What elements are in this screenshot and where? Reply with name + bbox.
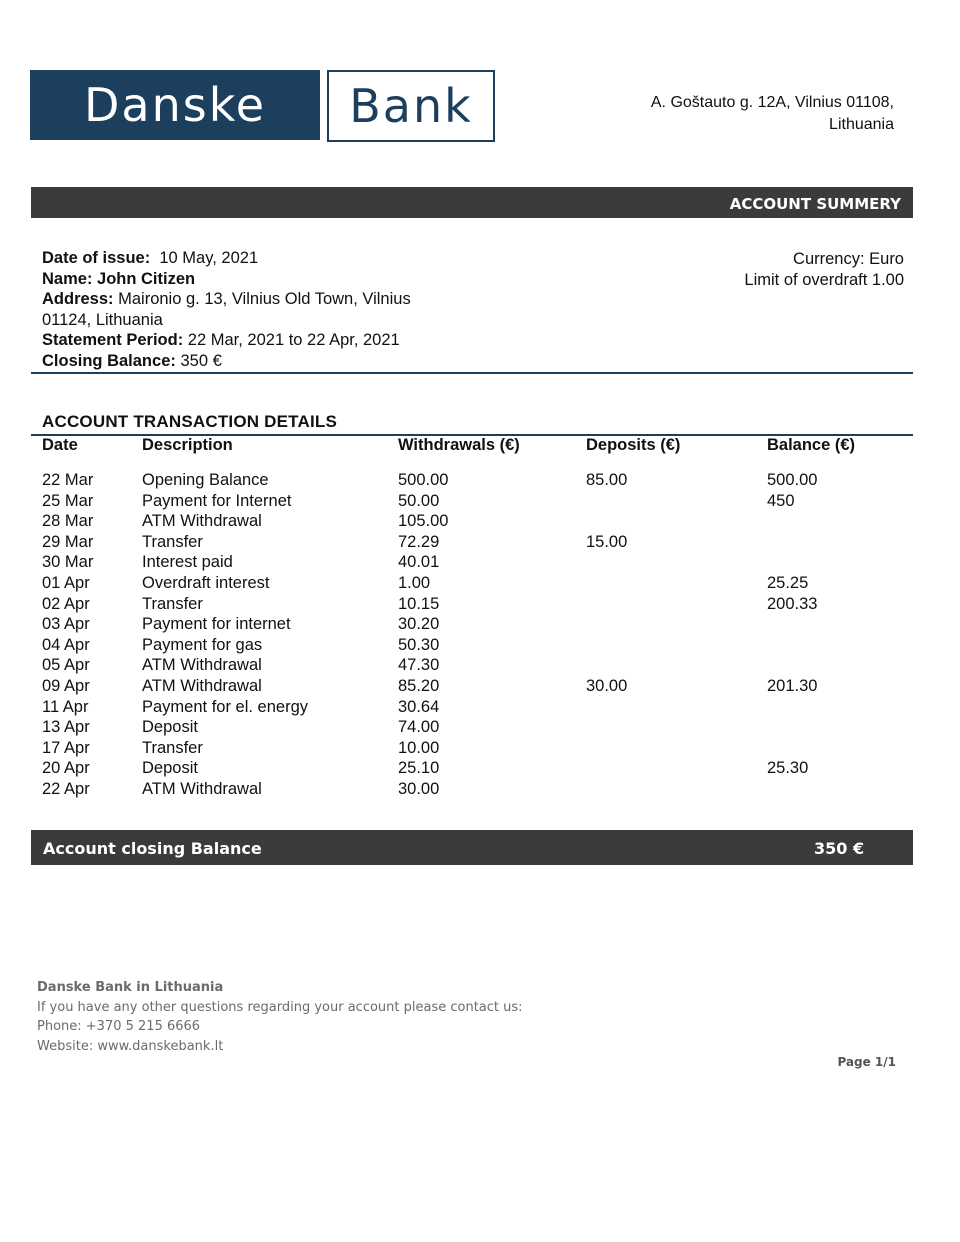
cell-date: 02 Apr [42,594,90,613]
summary-bar-title: ACCOUNT SUMMERY [729,195,901,213]
cell-withdrawal: 74.00 [398,718,440,737]
cell-description: Payment for internet [142,615,291,634]
table-row [0,470,960,491]
customer-name [42,269,411,290]
closing-balance [42,351,411,372]
cell-description: Deposit [142,718,198,737]
closing-bar-label: Account closing Balance [43,839,262,858]
cell-description: Transfer [142,738,203,757]
cell-balance: 450 [767,491,795,510]
customer-address-value: Maironio g. 13, Vilnius Old Town, Vilnius [118,290,411,308]
cell-description: ATM Withdrawal [142,779,262,798]
cell-date: 03 Apr [42,615,90,634]
cell-date: 17 Apr [42,738,90,757]
cell-description: Interest paid [142,553,233,572]
col-header-description: Description [142,436,233,454]
logo-bank: Bank [327,70,495,142]
customer-address-label: Address: [42,290,114,308]
table-row [0,491,960,512]
summary-bar [31,187,913,218]
cell-description: Transfer [142,532,203,551]
cell-balance: 25.25 [767,573,809,592]
closing-balance-bar [31,830,913,865]
table-row [0,532,960,553]
statement-period-value: 22 Mar, 2021 to 22 Apr, 2021 [187,331,400,349]
cell-date: 13 Apr [42,718,90,737]
table-row [0,676,960,697]
cell-withdrawal: 30.00 [398,779,440,798]
cell-deposit: 15.00 [586,532,628,551]
cell-date: 09 Apr [42,676,90,695]
footer-contact: If you have any other questions regarding your account please contact us: [37,999,523,1015]
overdraft-line: Limit of overdraft 1.00 [744,270,904,289]
cell-description: Payment for gas [142,635,263,654]
col-header-deposits: Deposits (€) [586,436,681,454]
table-row [0,779,960,800]
cell-date: 30 Mar [42,553,94,572]
customer-name-label: Name: John Citizen [42,269,196,288]
cell-description: Opening Balance [142,471,269,489]
cell-withdrawal: 500.00 [398,471,449,489]
cell-description: ATM Withdrawal [142,676,262,695]
statement-period [42,330,411,351]
cell-description: ATM Withdrawal [142,656,262,675]
closing-balance-value: 350 € [180,351,222,370]
cell-date: 11 Apr [42,697,89,716]
col-header-date: Date [42,436,78,454]
table-row [0,573,960,594]
footer-website: Website: www.danskebank.lt [37,1038,224,1054]
account-info [42,248,411,371]
page-number: Page 1/1 [837,1055,896,1069]
table-row [0,552,960,573]
cell-date: 20 Apr [42,759,90,778]
issue-date [42,248,411,269]
cell-deposit: 85.00 [586,471,628,489]
cell-description: ATM Withdrawal [142,512,262,531]
footer [37,978,523,1056]
cell-withdrawal: 40.01 [398,553,440,572]
bank-address-line2: Lithuania [829,116,894,133]
cell-date: 25 Mar [42,491,94,510]
cell-withdrawal: 10.00 [398,738,440,757]
issue-date-label: Date of issue: [42,249,151,267]
bank-address [651,92,894,136]
cell-withdrawal: 1.00 [398,573,431,592]
table-row [0,738,960,759]
cell-date: 05 Apr [42,656,90,675]
cell-withdrawal: 50.00 [398,491,440,510]
customer-address [42,289,411,330]
footer-heading: Danske Bank in Lithuania [37,980,224,995]
cell-withdrawal: 25.10 [398,759,440,778]
cell-date: 04 Apr [42,635,90,654]
divider [31,372,913,374]
statement-period-label: Statement Period: [42,331,184,349]
cell-withdrawal: 30.20 [398,615,440,634]
cell-date: 01 Apr [42,573,90,592]
cell-withdrawal: 85.20 [398,676,440,695]
cell-deposit: 30.00 [586,676,628,695]
footer-phone: Phone: +370 5 215 6666 [37,1019,201,1034]
table-row [0,697,960,718]
table-row [0,594,960,615]
currency-info [744,249,904,290]
currency-line: Currency: Euro [793,250,904,268]
transactions-title: ACCOUNT TRANSACTION DETAILS [42,412,338,431]
logo-danske: Danske [30,70,320,140]
col-header-withdrawals: Withdrawals (€) [398,436,520,454]
table-row [0,655,960,676]
cell-withdrawal: 105.00 [398,512,449,531]
cell-balance: 201.30 [767,676,818,695]
closing-bar-value: 350 € [814,839,865,858]
cell-balance: 500.00 [767,471,818,489]
table-row [0,511,960,532]
closing-balance-label: Closing Balance: [42,351,176,370]
cell-withdrawal: 47.30 [398,656,440,675]
cell-withdrawal: 50.30 [398,635,440,654]
cell-date: 28 Mar [42,512,94,531]
issue-date-value: 10 May, 2021 [159,249,259,267]
cell-description: Transfer [142,594,203,613]
table-row [0,758,960,779]
cell-date: 29 Mar [42,532,94,551]
cell-date: 22 Apr [42,779,90,798]
cell-description: Payment for Internet [142,491,292,510]
cell-balance: 25.30 [767,759,809,778]
bank-address-line1: A. Goštauto g. 12A, Vilnius 01108, [650,94,894,111]
transactions-table [0,470,960,800]
cell-date: 22 Mar [42,471,94,489]
col-header-balance: Balance (€) [767,436,856,454]
customer-address-value2: 01124, Lithuania [42,310,163,329]
cell-withdrawal: 30.64 [398,697,440,716]
table-row [0,717,960,738]
table-row [0,635,960,656]
cell-balance: 200.33 [767,594,818,613]
cell-description: Overdraft interest [142,573,270,592]
cell-withdrawal: 10.15 [398,594,440,613]
cell-description: Payment for el. energy [142,697,308,716]
cell-withdrawal: 72.29 [398,532,440,551]
table-row [0,614,960,635]
cell-description: Deposit [142,759,198,778]
